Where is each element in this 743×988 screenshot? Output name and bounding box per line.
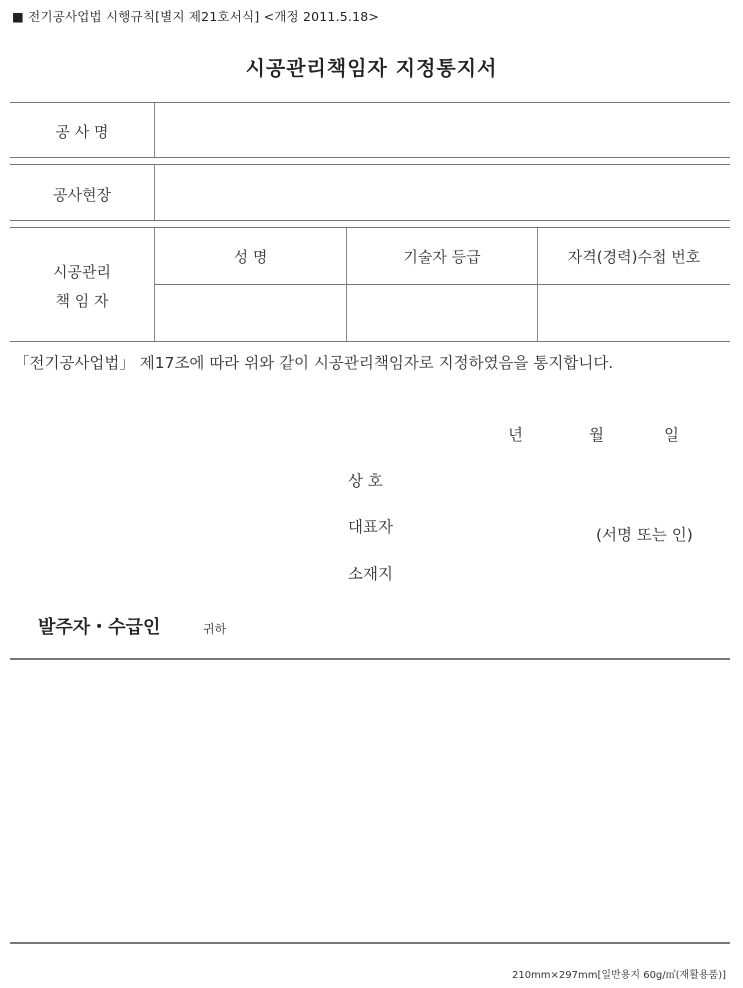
form-header: ■ 전기공사업법 시행규칙[별지 제21호서식] <개정 2011.5.18> [12, 9, 380, 24]
representative-label: 대표자 [348, 518, 393, 536]
project-name-label: 공 사 명 [55, 123, 109, 141]
project-site-label: 공사현장 [53, 186, 111, 204]
manager-header-divider [154, 284, 730, 285]
recipient: 발주자・수급인 [38, 617, 161, 638]
manager-grade-field[interactable] [347, 286, 536, 341]
project-name-field[interactable] [155, 103, 729, 157]
row-divider [10, 227, 730, 228]
manager-license-number-field[interactable] [538, 286, 729, 341]
manager-name-field[interactable] [155, 286, 345, 341]
honorific: 귀하 [203, 622, 227, 636]
address-label: 소재지 [348, 565, 393, 583]
manager-label-line1: 시공관리 [53, 263, 111, 281]
date-day-label: 일 [664, 426, 679, 444]
notice-text: 「전기공사업법」 제17조에 따라 위와 같이 시공관리책임자로 지정하였음을 통지합니다. [14, 354, 614, 372]
name-column-header: 성 명 [233, 248, 268, 266]
date-year-label: 년 [508, 426, 523, 444]
row-divider [10, 220, 730, 221]
license-number-column-header: 자격(경력)수첩 번호 [567, 248, 701, 266]
paper-spec: 210mm×297mm[일반용지 60g/㎡(재활용품)] [511, 970, 726, 981]
grade-column-header: 기술자 등급 [403, 248, 481, 266]
document-title: 시공관리책임자 지정통지서 [245, 56, 498, 80]
date-month-label: 월 [589, 426, 604, 444]
section-divider [10, 658, 730, 660]
manager-label-line2: 책 임 자 [55, 292, 109, 310]
footer-divider [10, 942, 730, 944]
project-site-field[interactable] [155, 165, 729, 220]
row-divider [10, 157, 730, 158]
table-bottom-border [10, 341, 730, 342]
sign-or-seal-label: (서명 또는 인) [596, 526, 693, 544]
company-name-label: 상 호 [348, 472, 383, 490]
